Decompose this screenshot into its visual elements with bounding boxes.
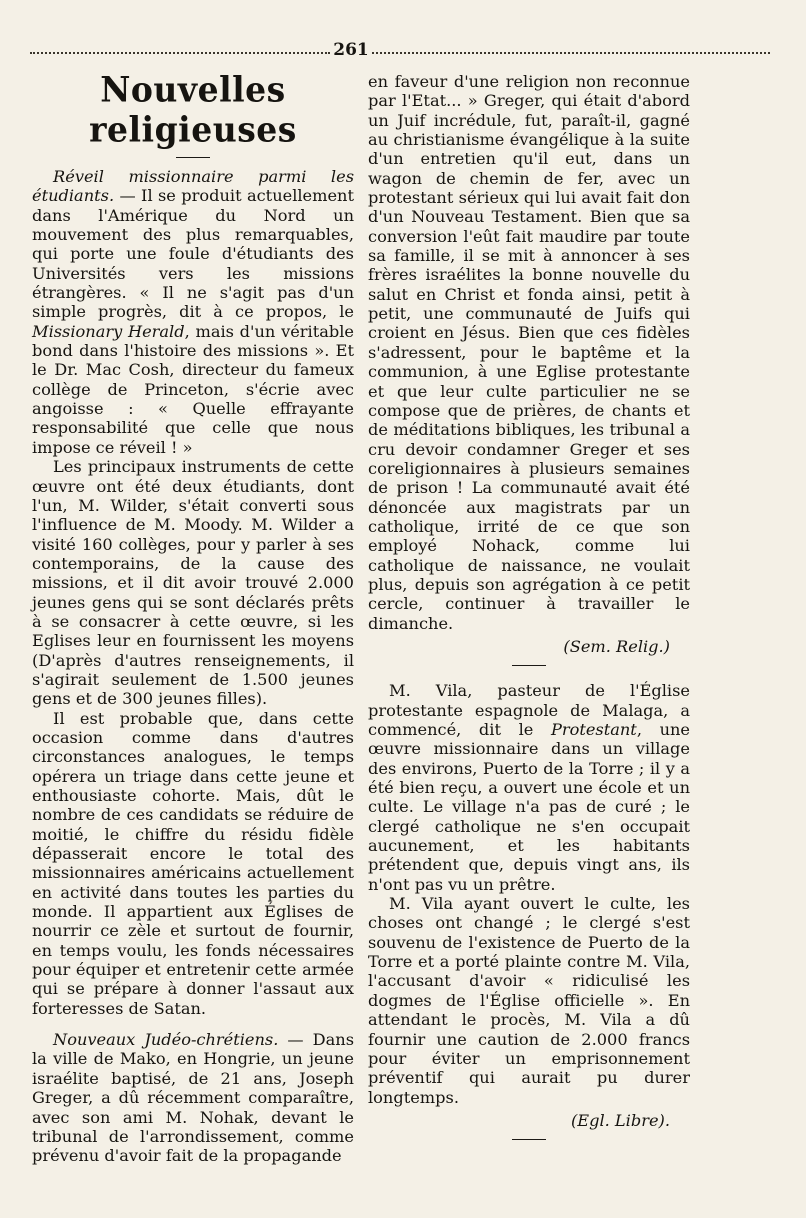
right-column bbox=[368, 72, 690, 1149]
article3-p1-a: M. Vila, pasteur de l'Église protestante espagnole de Malaga, a commencé, dit le bbox=[368, 681, 690, 739]
header-rule-left bbox=[30, 52, 330, 54]
article2-p1-left: — Dans la ville de Mako, en Hongrie, un jeune israélite baptisé, de 21 ans, Joseph Greger, a dû récemment comparaître, avec son ami M. Nohak, devant le tribunal de l'arrondissement, comme prévenu d'avoir fait de la propagande bbox=[32, 1030, 354, 1166]
article3-source: (Egl. Libre). bbox=[570, 1110, 670, 1130]
article1-p1-a: — Il se produit actuellement dans l'Amérique du Nord un mouvement des plus remarquables, qui porte une foule d'étudiants des Universités vers les missions étrangères. « Il ne s'agit pas d'un simple progrès, dit à ce propos, le bbox=[32, 186, 354, 322]
article3-paragraph-2: M. Vila ayant ouvert le culte, les choses ont changé ; le clergé s'est souvenu de l'existence de Puerto de la Torre et a porté plainte contre M. Vila, l'accusant d'avoir « ridiculisé les dogmes de l'Église officielle ». En attendant le procès, M. Vila a dû fournir une caution de 2.000 francs pour éviter un emprisonnement préventif qui aurait pu durer longtemps. bbox=[368, 894, 690, 1107]
page-number: 261 bbox=[333, 40, 369, 60]
page-header bbox=[30, 40, 770, 62]
article1-p1-b: , mais d'un véritable bond dans l'histoire des missions ». Et le Dr. Mac Cosh, directeur du fameux collège de Princeton, s'écrie avec angoisse : « Quelle effrayante responsabilité que celle que nous impose ce réveil ! » bbox=[32, 321, 354, 457]
article2-source: (Sem. Relig.) bbox=[563, 636, 670, 656]
article2-heading: Nouveaux Judéo-chrétiens. bbox=[53, 1030, 279, 1050]
article1-paragraph-2: Les principaux instruments de cette œuvre ont été deux étudiants, dont l'un, M. Wilder, s'était converti sous l'influence de M. Moody. M. Wilder a visité 160 collèges, pour y parler à ses contemporains, de la cause des missions, et il dit avoir trouvé 2.000 jeunes gens qui se sont déclarés prêts à se consacrer à cette œuvre, si les Eglises leur en fournissent les moyens (D'après d'autres renseignements, il s'agirait seulement de 1.500 jeunes gens et de 300 jeunes filles). bbox=[32, 457, 354, 709]
header-rule-right bbox=[372, 52, 770, 54]
article3-paragraph-1 bbox=[368, 681, 690, 894]
section-title: Nouvelles religieuses bbox=[89, 69, 297, 150]
article1-paragraph-1 bbox=[32, 167, 354, 457]
title-separator bbox=[176, 157, 210, 158]
article1-source-ref: Missionary Herald bbox=[32, 321, 185, 341]
article1-paragraph-3: Il est probable que, dans cette occasion comme dans d'autres circonstances analogues, le temps opérera un triage dans cette jeune et enthousiaste cohorte. Mais, dût le nombre de ces candidats se réduire de moitié, le chiffre du résidu fidèle dépasserait encore le total des missionnaires américains actuellement en activité dans toutes les parties du monde. Il appartient aux Églises de nourrir ce zèle et surtout de fournir, en temps voulu, les fonds nécessaires pour équiper et entretenir cette armée qui se prépare à donner l'assaut aux forteresses de Satan. bbox=[32, 708, 354, 1018]
left-column bbox=[32, 69, 354, 1166]
article2-paragraph-1-right: en faveur d'une religion non reconnue par l'Etat... » Greger, qui était d'abord un Juif incrédule, fut, paraît-il, gagné au christianisme évangélique à la suite d'un entretien qu'il eut, dans un wagon de chemin de fer, avec un protestant sérieux qui lui avait fait don d'un Nouveau Testament. Bien que sa conversion l'eût fait maudire par toute sa famille, il se mit à annoncer à ses frères israélites la bonne nouvelle du salut en Christ et fonda ainsi, petit à petit, une communauté de Juifs qui croient en Jésus. Bien que ces fidèles s'adressent, pour le baptême et la communion, à une Eglise protestante et que leur culte particulier ne se compose que de prières, de chants et de méditations bibliques, les tribunal a cru devoir condamner Greger et ses coreligionnaires à plusieurs semaines de prison ! La communauté avait été dénoncée aux magistrats par un catholique, irrité de ce que son employé Nohack, comme lui catholique de naissance, ne voulait plus, depuis son agrégation à ce petit cercle, continuer à travailler le dimanche. bbox=[368, 72, 690, 633]
article-separator-2 bbox=[512, 1139, 546, 1140]
article3-p1-b: , une œuvre missionnaire dans un village des environs, Puerto de la Torre ; il y a été bien reçu, a ouvert une école et un culte. Le village n'a pas de curé ; le clergé catholique ne s'en occupait aucunement, et les habitants prétendent que, depuis vingt ans, ils n'ont pas vu un prêtre. bbox=[368, 720, 690, 894]
article-separator-1 bbox=[512, 665, 546, 666]
article-gap bbox=[32, 1018, 354, 1030]
article3-source-ref: Protestant bbox=[550, 720, 637, 739]
article1-heading: Réveil missionnaire parmi les étudiants. bbox=[32, 167, 354, 206]
article2-paragraph-1-left bbox=[32, 1030, 354, 1165]
